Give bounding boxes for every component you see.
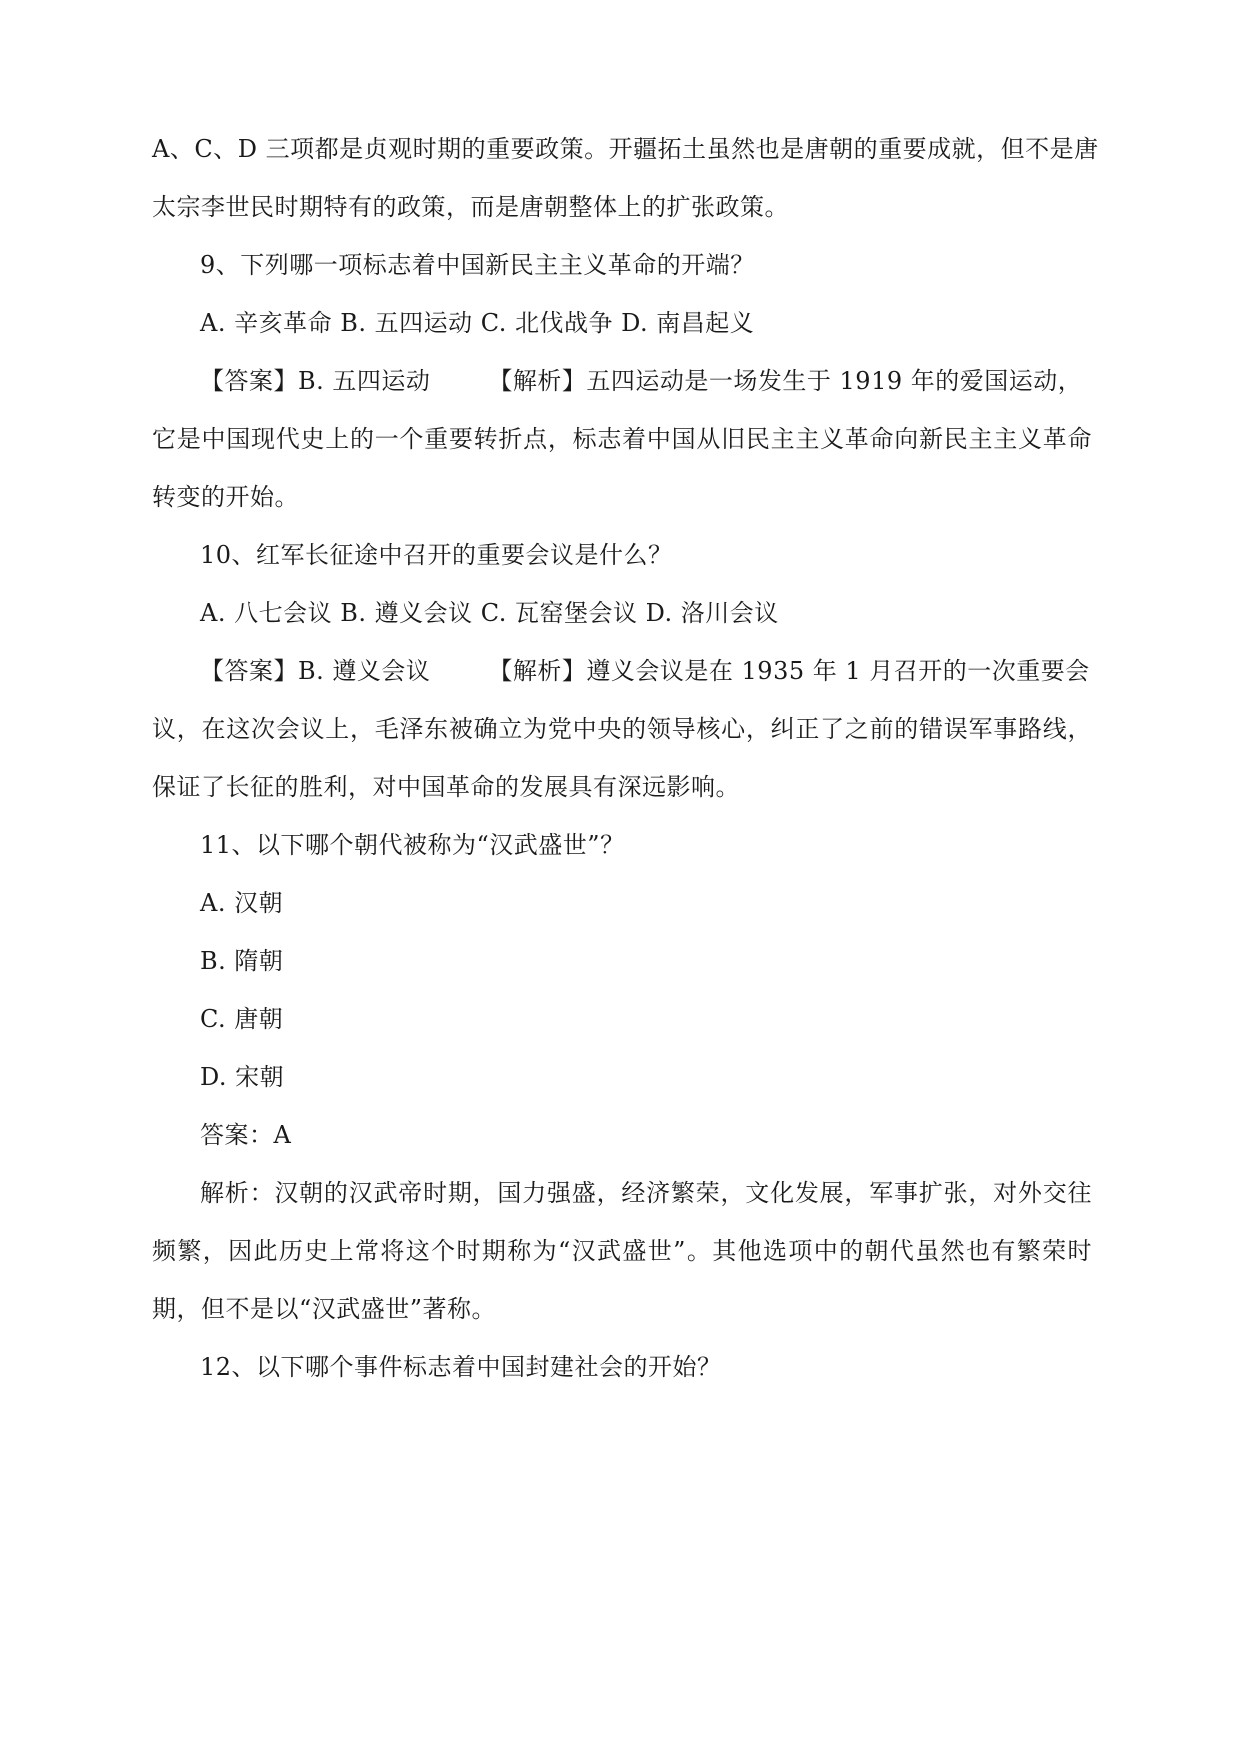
question-10-options: A. 八七会议 B. 遵义会议 C. 瓦窑堡会议 D. 洛川会议 [200,599,779,627]
answer-label: 【答案】B. 遵义会议 [200,657,431,685]
question-11-analysis: 解析：汉朝的汉武帝时期，国力强盛，经济繁荣，文化发展，军事扩张，对外交往 [200,1179,1092,1207]
analysis-label: 【解析】遵义会议是在 1935 年 1 月召开的一次重要会 [488,657,1090,685]
option-c: C. 唐朝 [200,1005,284,1033]
answer-label: 【答案】B. 五四运动 [200,367,431,395]
text-line: 太宗李世民时期特有的政策，而是唐朝整体上的扩张政策。 [152,193,789,221]
question-10-answer-line [200,655,1140,687]
analysis-label: 【解析】五四运动是一场发生于 1919 年的爱国运动， [488,367,1083,395]
option-a: A. 汉朝 [200,889,284,917]
question-11-answer: 答案：A [200,1121,292,1149]
text-line: A、C、D 三项都是贞观时期的重要政策。开疆拓土虽然也是唐朝的重要成就，但不是唐 [152,135,1099,163]
question-9-options: A. 辛亥革命 B. 五四运动 C. 北伐战争 D. 南昌起义 [200,309,755,337]
question-12: 12、以下哪个事件标志着中国封建社会的开始？ [200,1353,722,1381]
text-line: 议，在这次会议上，毛泽东被确立为党中央的领导核心，纠正了之前的错误军事路线， [152,715,1092,743]
option-d: D. 宋朝 [200,1063,285,1091]
text-line: 期，但不是以“汉武盛世”著称。 [152,1295,497,1323]
question-11: 11、以下哪个朝代被称为“汉武盛世”？ [200,831,625,859]
text-line: 保证了长征的胜利，对中国革命的发展具有深远影响。 [152,773,740,801]
option-b: B. 隋朝 [200,947,284,975]
text-line: 频繁，因此历史上常将这个时期称为“汉武盛世”。其他选项中的朝代虽然也有繁荣时 [152,1237,1092,1265]
question-9-answer-line [200,365,1140,397]
text-line: 它是中国现代史上的一个重要转折点，标志着中国从旧民主主义革命向新民主主义革命 [152,425,1092,453]
question-10: 10、红军长征途中召开的重要会议是什么？ [200,541,673,569]
question-9: 9、下列哪一项标志着中国新民主主义革命的开端？ [200,251,755,279]
text-line: 转变的开始。 [152,483,299,511]
